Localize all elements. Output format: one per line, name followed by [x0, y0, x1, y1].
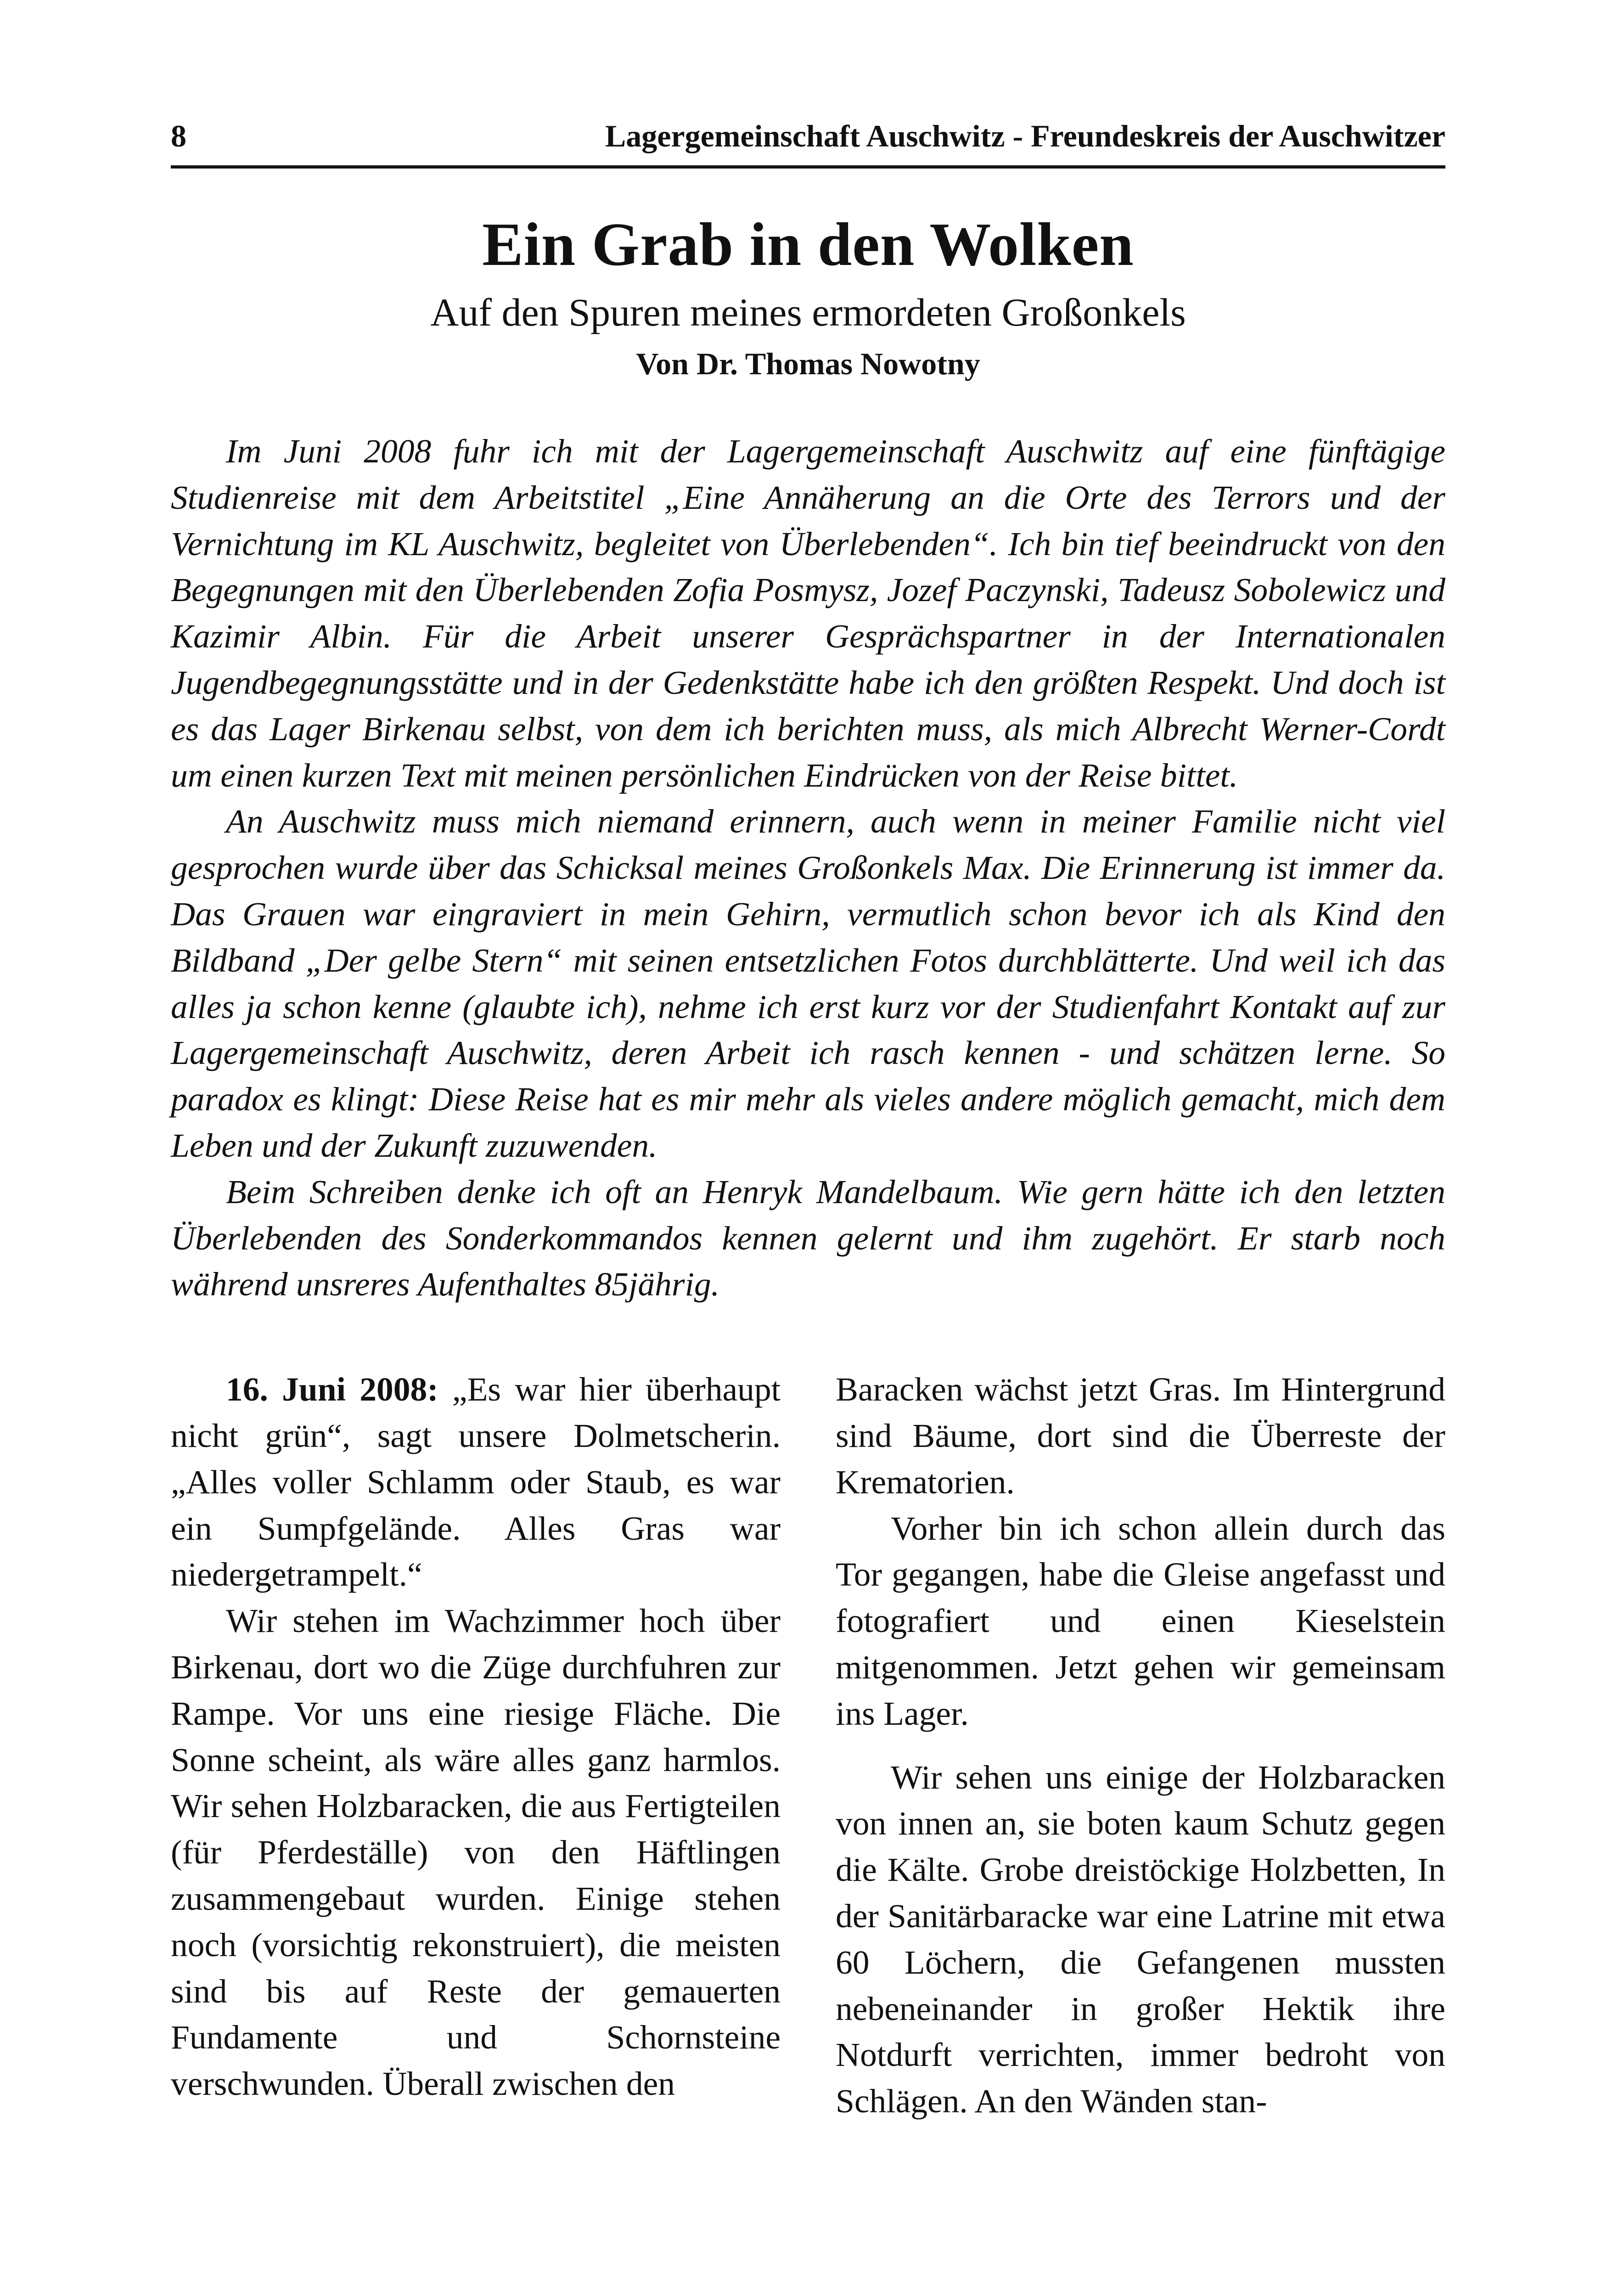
dateline: 16. Juni 2008: — [226, 1371, 438, 1408]
page — [171, 115, 1445, 2125]
intro-section — [171, 428, 1445, 1308]
right-column — [836, 1367, 1445, 2125]
body-paragraph: Baracken wächst jetzt Gras. Im Hintergrund sind Bäume, dort sind die Überreste der Krematorien. — [836, 1371, 1445, 1501]
intro-paragraph: Beim Schreiben denke ich oft an Henryk Mandelbaum. Wie gern hätte ich den letzten Überlebenden des Sonderkommandos kennen gelernt und ihm zugehört. Er starb noch während unsreres Aufenthaltes 85jährig. — [171, 1173, 1445, 1303]
publication-title: Lagergemeinschaft Auschwitz - Freundeskreis der Auschwitzer — [605, 118, 1445, 153]
article-title: Ein Grab in den Wolken — [482, 210, 1134, 278]
body-paragraph: Wir stehen im Wachzimmer hoch über Birkenau, dort wo die Züge durchfuhren zur Rampe. Vor uns eine riesige Fläche. Die Sonne scheint, als wäre alles ganz harmlos. Wir sehen Holzbaracken, die aus Fertigteilen (für Pferdeställe) von den Häftlingen zusammengebaut wurden. Einige stehen noch (vorsichtig rekonstruiert), die meisten sind bis auf Reste der gemauerten Fundamente und Schornsteine verschwunden. Überall zwischen den — [171, 1602, 781, 2103]
article-byline: Von Dr. Thomas Nowotny — [636, 346, 980, 381]
body-paragraph: Vorher bin ich schon allein durch das Tor gegangen, habe die Gleise angefasst und fotografiert und einen Kieselstein mitgenommen. Jetzt gehen wir gemeinsam ins Lager. — [836, 1509, 1445, 1732]
article-subtitle: Auf den Spuren meines ermordeten Großonkels — [430, 290, 1186, 334]
body-paragraph — [171, 1367, 781, 1598]
body-columns — [171, 1367, 1445, 2125]
page-number: 8 — [171, 118, 186, 153]
running-header — [171, 115, 1445, 169]
intro-paragraph: Im Juni 2008 fuhr ich mit der Lagergemeinschaft Auschwitz auf eine fünftägige Studienreise mit dem Arbeitstitel „Eine Annäherung an die Orte des Terrors und der Vernichtung im KL Auschwitz, begleitet von Überlebenden“. Ich bin tief beeindruckt von den Begegnungen mit den Überlebenden Zofia Posmysz, Jozef Paczynski, Tadeusz Sobolewicz und Kazimir Albin. Für die Arbeit unserer Gesprächspartner in der Internationalen Jugendbegegnungsstätte und in der Gedenkstätte habe ich den größten Respekt. Und doch ist es das Lager Birkenau selbst, von dem ich berichten muss, als mich Albrecht Werner-Cordt um einen kurzen Text mit meinen persönlichen Eindrücken von der Reise bittet. — [171, 433, 1445, 794]
body-text: „Es war hier überhaupt nicht grün“, sagt unsere Dolmetscherin. „Alles voller Schlamm oder Staub, es war ein Sumpfgelände. Alles Gras war niedergetrampelt.“ — [171, 1371, 781, 1593]
body-paragraph: Wir sehen uns einige der Holzbaracken von innen an, sie boten kaum Schutz gegen die Kälte. Grobe dreistöckige Holzbetten, In der Sanitärbaracke war eine Latrine mit etwa 60 Löchern, die Gefangenen mussten nebeneinander in großer Hektik ihre Notdurft verrichten, immer bedroht von Schlägen. An den Wänden stan- — [836, 1758, 1445, 2120]
intro-paragraph: An Auschwitz muss mich niemand erinnern, auch wenn in meiner Familie nicht viel gesprochen wurde über das Schicksal meines Großonkels Max. Die Erinnerung ist immer da. Das Grauen war eingraviert in mein Gehirn, vermutlich schon bevor ich als Kind den Bildband „Der gelbe Stern“ mit seinen entsetzlichen Fotos durchblätterte. Und weil ich das alles ja schon kenne (glaubte ich), nehme ich erst kurz vor der Studienfahrt Kontakt auf zur Lagergemeinschaft Auschwitz, deren Arbeit ich rasch kennen - und schätzen lerne. So paradox es klingt: Diese Reise hat es mir mehr als vieles andere möglich gemacht, mich dem Leben und der Zukunft zuzuwenden. — [171, 803, 1445, 1164]
left-column — [171, 1367, 781, 2125]
